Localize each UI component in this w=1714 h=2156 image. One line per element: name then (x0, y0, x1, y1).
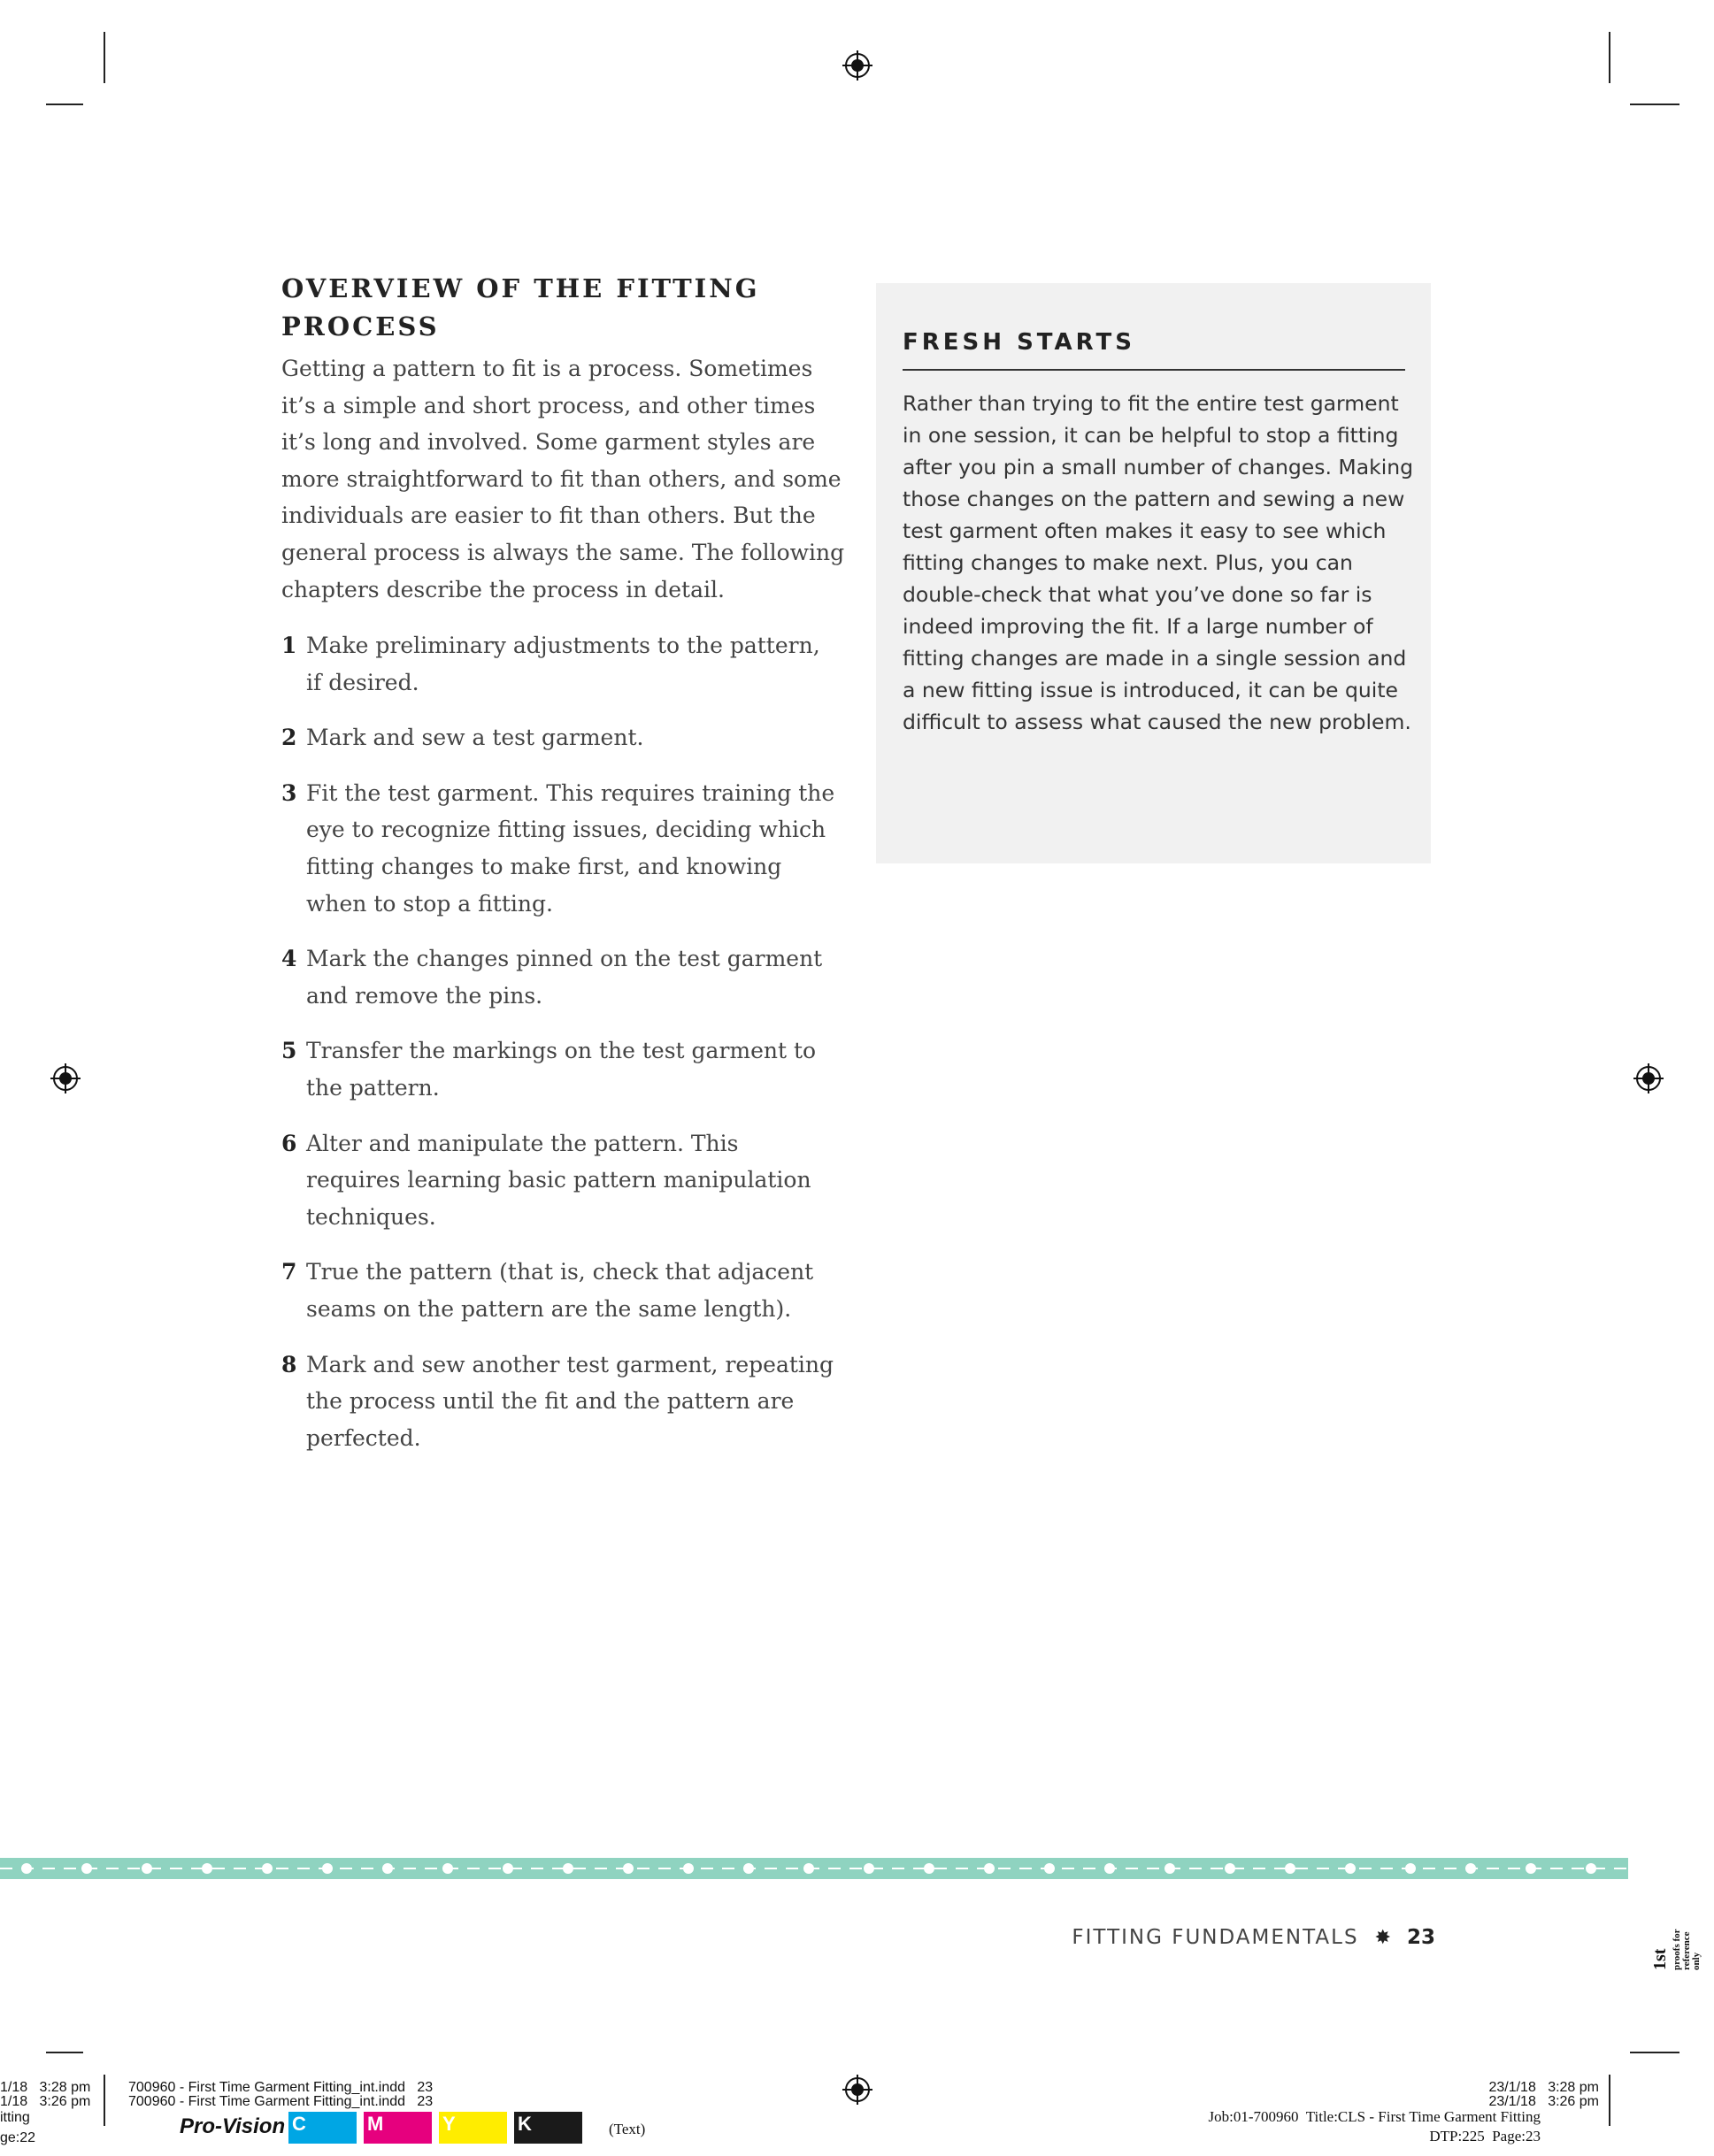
plate-type: (Text) (609, 2121, 646, 2137)
band-dot (202, 1863, 212, 1874)
band-dot (262, 1863, 273, 1874)
band-dot (382, 1863, 393, 1874)
crop-mark (46, 2052, 83, 2053)
step-item (281, 1032, 848, 1106)
band-dot (322, 1863, 333, 1874)
step-text: Fit the test garment. This requires training the eye to recognize fitting issues, deciding which fitting changes to make first, and knowing when to stop a fitting. (306, 779, 835, 917)
provision-logo: Pro-Vision (180, 2114, 286, 2138)
crop-mark (104, 32, 105, 83)
band-dot (623, 1863, 634, 1874)
plate-label: M (367, 2113, 384, 2135)
band-dot (81, 1863, 92, 1874)
step-text: Mark the changes pinned on the test garment and remove the pins. (306, 946, 823, 1009)
plate-label: C (292, 2113, 306, 2135)
slug-job-line: Job:01-700960 Title:CLS - First Time Garment Fitting (1208, 2108, 1541, 2125)
cyan-plate (288, 2112, 357, 2144)
band-dot (1104, 1863, 1115, 1874)
band-dot (1044, 1863, 1055, 1874)
star-icon: ✸ (1374, 1926, 1391, 1949)
band-dot (1345, 1863, 1356, 1874)
step-number: 2 (281, 725, 297, 751)
slug-left-time: 1/18 3:28 pm (0, 2080, 91, 2095)
band-dot (1164, 1863, 1175, 1874)
step-item (281, 775, 848, 922)
slug-right-time: 23/1/18 3:26 pm (1488, 2094, 1599, 2109)
running-section: FITTING FUNDAMENTALS (1072, 1926, 1359, 1949)
proof-stamp (1646, 1858, 1702, 1973)
band-dot (683, 1863, 694, 1874)
step-number: 6 (281, 1130, 297, 1156)
plate-label: K (518, 2113, 532, 2135)
step-item (281, 1125, 848, 1236)
band-dot (21, 1863, 32, 1874)
band-dot (442, 1863, 453, 1874)
intro-paragraph: Getting a pattern to fit is a process. Sometimes it’s a simple and short process, and other times it’s long and involved. Some garment styles are more straightforward to fit than others, and some individuals are easier to fit than others. But the general process is always the same. The following chapters describe the process in detail. (281, 356, 845, 602)
slug-left-time: 1/18 3:26 pm (0, 2094, 91, 2109)
page-number: 23 (1406, 1926, 1435, 1949)
step-text: True the pattern (that is, check that adjacent seams on the pattern are the same length). (306, 1259, 814, 1322)
registration-mark-icon (842, 50, 872, 81)
step-number: 3 (281, 779, 297, 806)
slug-file-line: 700960 - First Time Garment Fitting_int.indd 23 (128, 2094, 434, 2109)
steps-list (281, 627, 848, 1456)
step-text: Transfer the markings on the test garment to the pattern. (306, 1038, 817, 1101)
step-number: 1 (281, 633, 297, 658)
proof-line: only (1691, 1952, 1702, 1970)
crop-mark (104, 2075, 105, 2126)
step-number: 8 (281, 1351, 297, 1377)
band-dot (1225, 1863, 1235, 1874)
sidebar-body: Rather than trying to fit the entire test garment in one session, it can be helpful to stop a fitting after you pin a small number of changes. Making those changes on the pattern and sewing a new test garment often makes it easy to see which fitting changes to make next. Plus, you can double-check that what you’ve done so far is indeed improving the fit. If a large number of fitting changes are made in a single session and a new fitting issue is introduced, it can be quite difficult to assess what caused the new problem. (903, 391, 1414, 734)
step-number: 4 (281, 946, 297, 972)
step-number: 5 (281, 1038, 297, 1064)
crop-mark (1630, 104, 1679, 105)
slug-left-page: ge:22 (0, 2130, 36, 2145)
step-item (281, 627, 848, 701)
proof-edition: 1st (1650, 1948, 1670, 1970)
band-dot (1465, 1863, 1476, 1874)
yellow-plate (439, 2112, 507, 2144)
step-number: 7 (281, 1259, 297, 1285)
magenta-plate (364, 2112, 432, 2144)
section-heading: OVERVIEW OF THE FITTING PROCESS (281, 273, 760, 341)
page-footer (1072, 1926, 1435, 1949)
band-dot (924, 1863, 934, 1874)
plate-label: Y (442, 2113, 456, 2135)
registration-mark-icon (50, 1063, 81, 1093)
black-plate (514, 2112, 582, 2144)
sidebar-divider (903, 369, 1405, 371)
band-dot (984, 1863, 995, 1874)
band-dot (743, 1863, 754, 1874)
slug-left-title: itting (0, 2110, 30, 2125)
crop-mark (1630, 2052, 1679, 2053)
slug-file-line: 700960 - First Time Garment Fitting_int.indd 23 (128, 2080, 434, 2095)
slug-dtp-line: DTP:225 Page:23 (1429, 2128, 1541, 2144)
sidebar-box (876, 283, 1431, 863)
band-dot (1526, 1863, 1536, 1874)
step-text: Mark and sew another test garment, repeating the process until the fit and the pattern are perfected. (306, 1351, 834, 1451)
crop-mark (1609, 32, 1610, 83)
step-text: Mark and sew a test garment. (306, 725, 644, 751)
step-item (281, 719, 848, 756)
band-dot (1405, 1863, 1416, 1874)
band-dot (803, 1863, 814, 1874)
proof-line: proofs for (1672, 1929, 1682, 1970)
slug-right-time: 23/1/18 3:28 pm (1488, 2080, 1599, 2095)
registration-mark-icon (842, 2075, 872, 2105)
band-dot (563, 1863, 573, 1874)
sidebar-title: FRESH STARTS (903, 329, 1135, 356)
registration-mark-icon (1633, 1063, 1664, 1093)
proof-line: reference (1681, 1931, 1692, 1970)
step-item (281, 1254, 848, 1327)
band-dot (1285, 1863, 1295, 1874)
step-item (281, 1347, 848, 1457)
step-text: Alter and manipulate the pattern. This requires learning basic pattern manipulation techniques. (306, 1130, 811, 1230)
band-dot (864, 1863, 874, 1874)
band-dot (142, 1863, 152, 1874)
step-text: Make preliminary adjustments to the pattern, if desired. (306, 633, 820, 695)
step-item (281, 940, 848, 1014)
band-dot (1586, 1863, 1596, 1874)
stitch-band (0, 1854, 1628, 1883)
crop-mark (46, 104, 83, 105)
band-dot (503, 1863, 513, 1874)
crop-mark (1609, 2075, 1610, 2126)
